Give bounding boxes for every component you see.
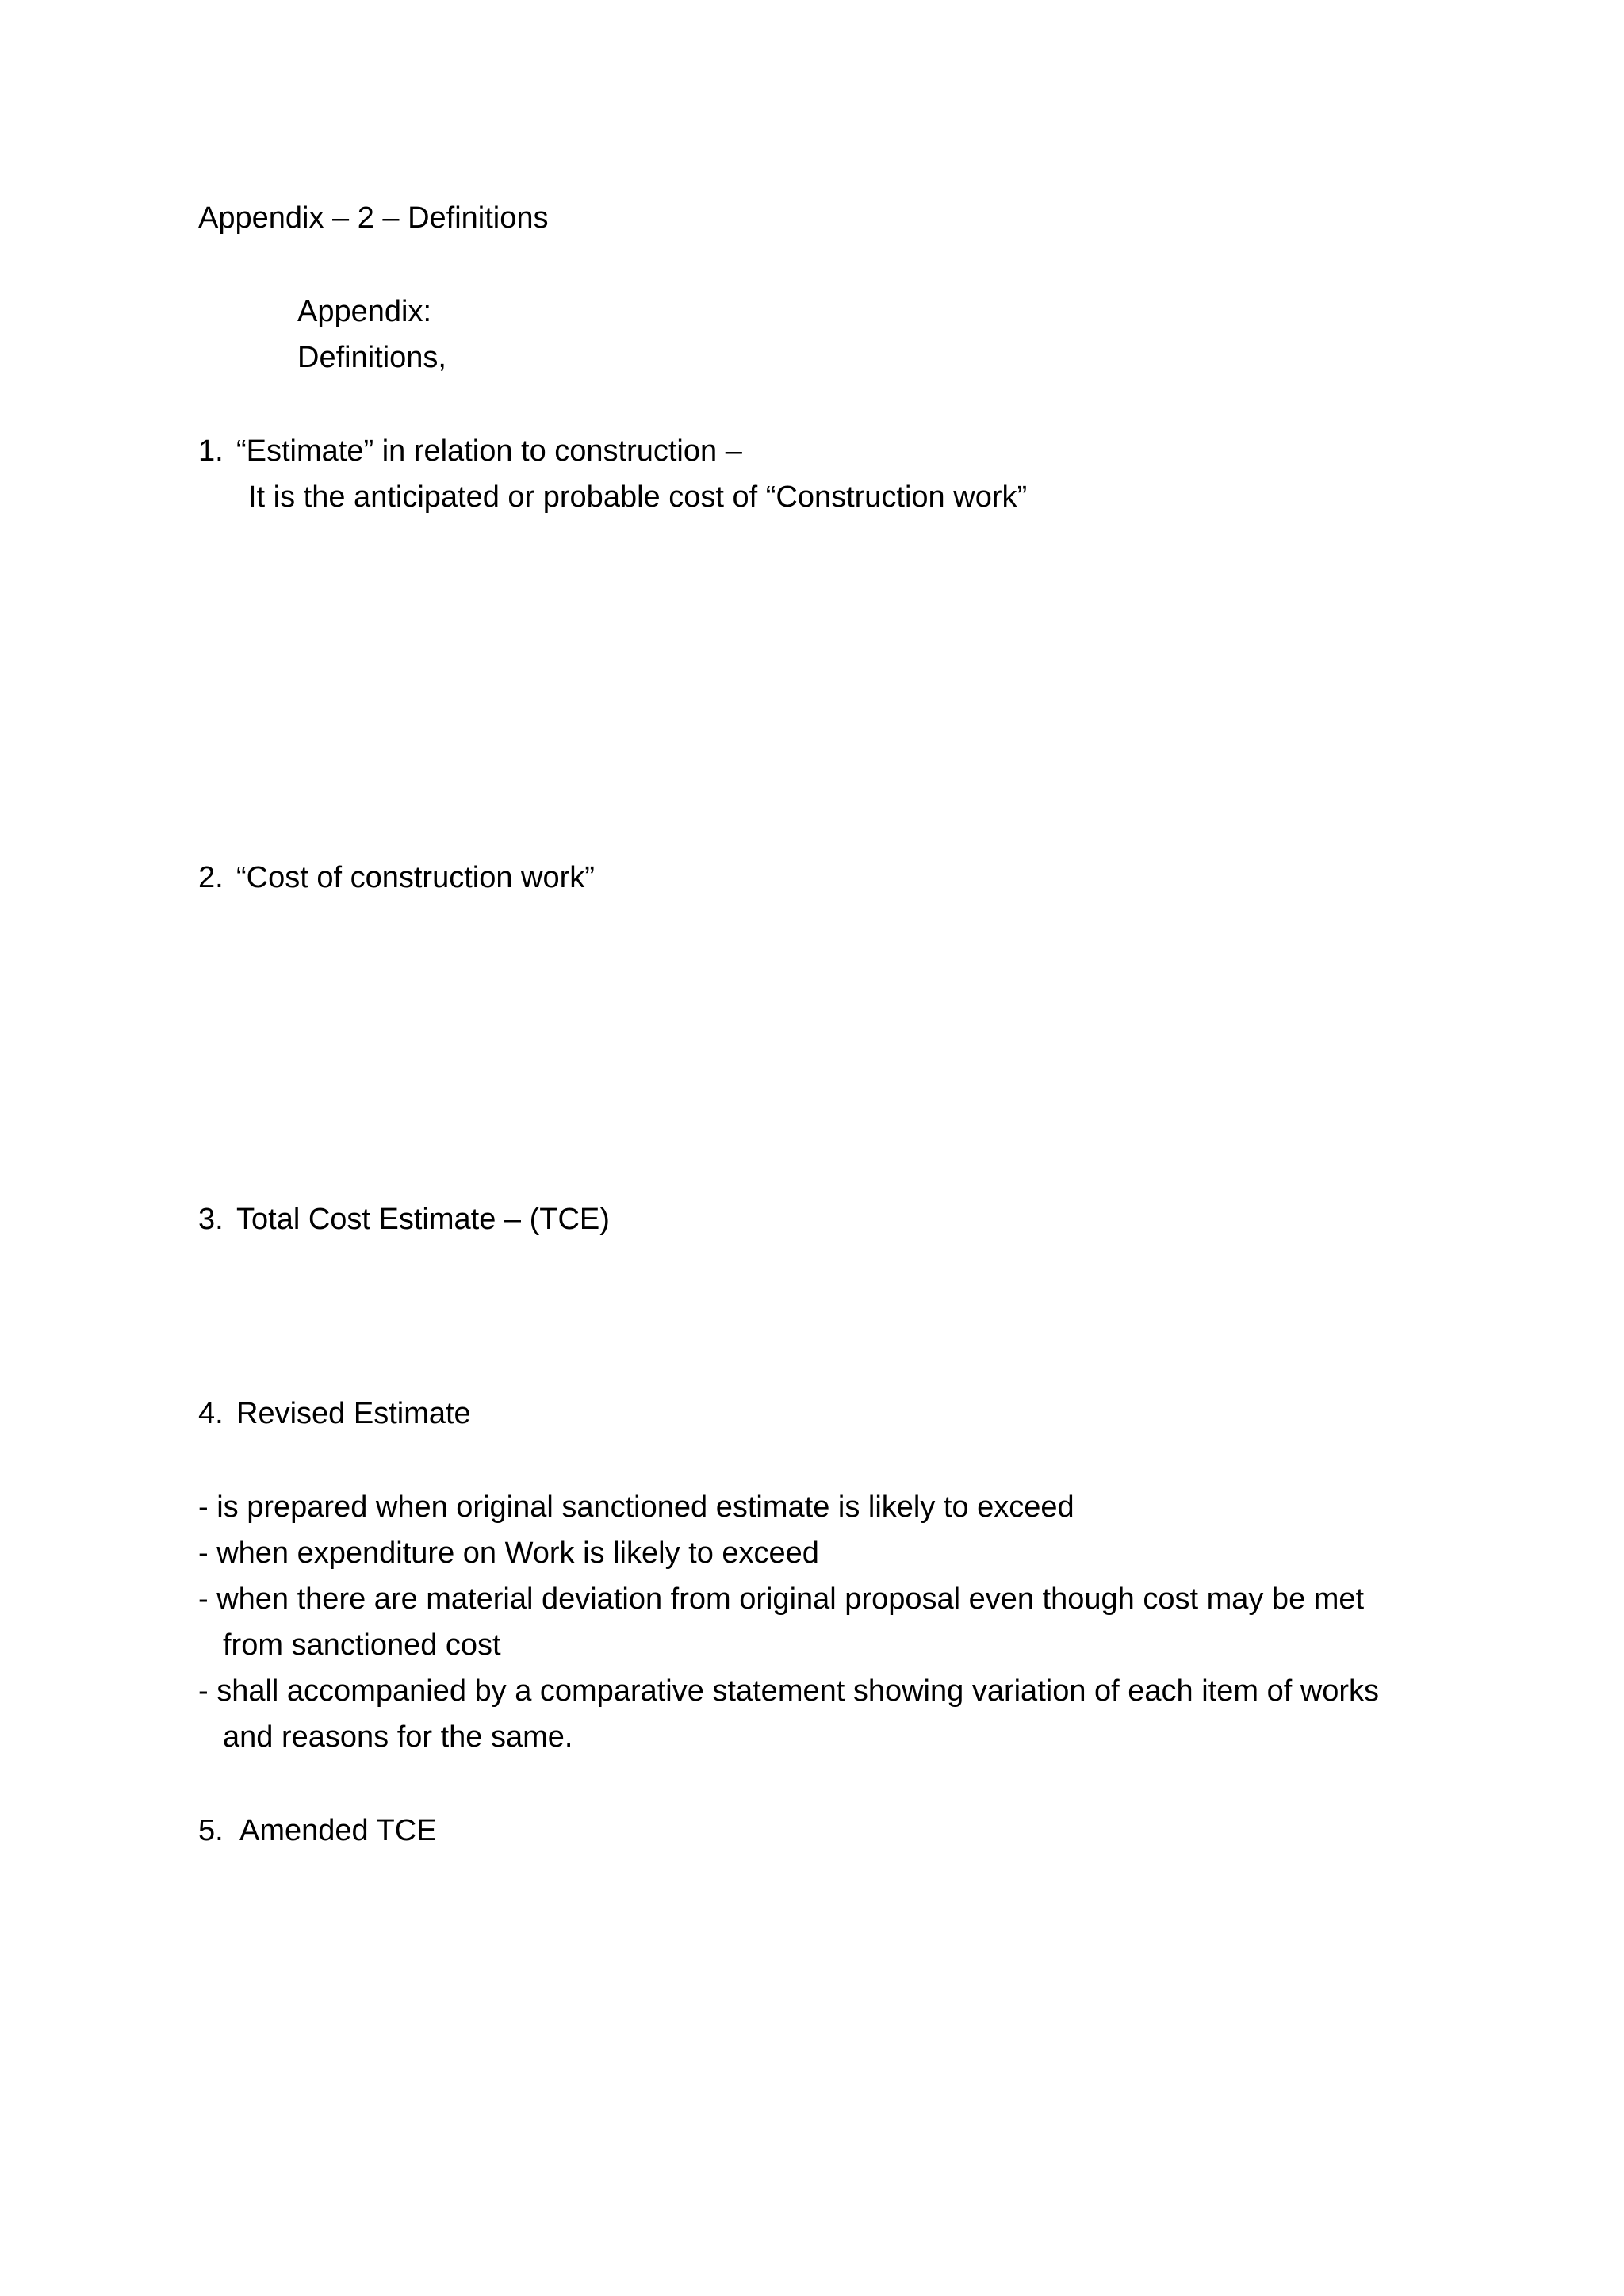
item-number: 2. xyxy=(198,861,224,894)
definition-item-4-title xyxy=(198,1395,471,1432)
sub-heading-definitions: Definitions, xyxy=(297,341,446,374)
revised-estimate-bullet-continuation: from sanctioned cost xyxy=(223,1628,501,1662)
definition-item-3-title xyxy=(198,1201,610,1238)
item-title: Amended TCE xyxy=(239,1814,437,1847)
revised-estimate-bullet-continuation: and reasons for the same. xyxy=(223,1720,573,1754)
revised-estimate-bullet: - when expenditure on Work is likely to exceed xyxy=(198,1536,819,1570)
definition-item-1-title xyxy=(198,433,742,469)
item-title: Revised Estimate xyxy=(236,1397,471,1430)
item-number: 4. xyxy=(198,1397,224,1430)
definition-item-2-title xyxy=(198,859,595,896)
definition-item-5-title xyxy=(198,1812,437,1849)
revised-estimate-bullet: - when there are material deviation from original proposal even though cost may be met xyxy=(198,1582,1365,1616)
revised-estimate-bullet: - is prepared when original sanctioned estimate is likely to exceed xyxy=(198,1490,1074,1524)
item-title: Total Cost Estimate – (TCE) xyxy=(236,1203,610,1236)
item-number: 3. xyxy=(198,1203,224,1236)
document-heading: Appendix – 2 – Definitions xyxy=(198,201,549,235)
item-title: “Estimate” in relation to construction – xyxy=(236,434,742,468)
definition-item-1-text: It is the anticipated or probable cost of “Construction work” xyxy=(248,480,1028,514)
item-number: 1. xyxy=(198,434,224,468)
item-title: “Cost of construction work” xyxy=(236,861,595,894)
revised-estimate-bullet: - shall accompanied by a comparative statement showing variation of each item of works xyxy=(198,1674,1380,1708)
item-number: 5. xyxy=(198,1814,224,1847)
sub-heading-appendix: Appendix: xyxy=(297,295,432,328)
